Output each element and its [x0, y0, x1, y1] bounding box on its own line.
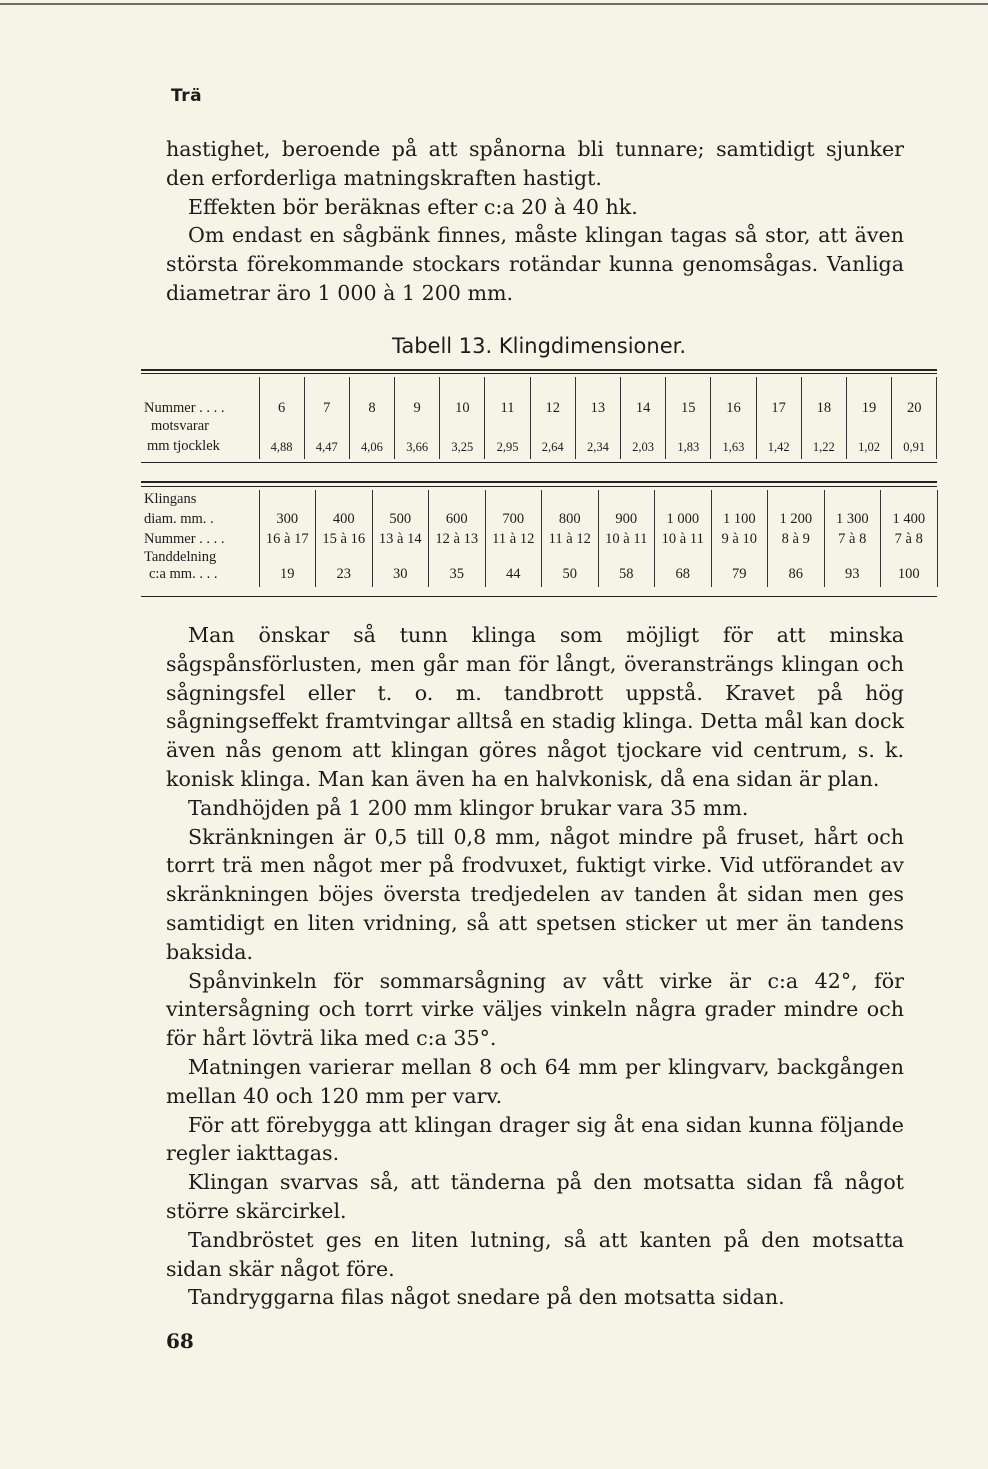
- table-cell: 800: [542, 508, 599, 528]
- table-cell: 6: [259, 377, 304, 417]
- table-cell: 9 à 10: [711, 528, 768, 548]
- table-cell: 300: [259, 508, 316, 528]
- paragraph: Skränkningen är 0,5 till 0,8 mm, något mindre på fruset, hårt och torrt trä men något mer på frodvuxet, fuktigt virke. Vid utförandet av skränkningen böjes översta tredjedelen av tanden åt sidan men ges samtidigt en liten vridning, så att spetsen sticker ut mer än tandens baksida.: [166, 824, 904, 964]
- paragraph: Klingan svarvas så, att tänderna på den motsatta sidan få något större skärcirkel.: [166, 1170, 904, 1223]
- table-cell: 16: [711, 377, 756, 417]
- table-cell: 79: [711, 566, 768, 587]
- table-cell: 1 000: [655, 508, 712, 528]
- table-cell: 1,02: [846, 435, 891, 459]
- table-cell: 23: [316, 566, 373, 587]
- table-rule: [141, 369, 937, 371]
- table-cell: 1 300: [824, 508, 881, 528]
- running-header: Trä: [171, 86, 203, 106]
- table-cell: 16 à 17: [259, 528, 316, 548]
- table-cell: 2,64: [530, 435, 575, 459]
- table-cell: 600: [429, 508, 486, 528]
- table-cell: 2,34: [575, 435, 620, 459]
- table-caption: Tabell 13. Klingdimensioner.: [391, 334, 687, 358]
- table-cell: 8 à 9: [768, 528, 825, 548]
- table-cell: 100: [881, 566, 938, 587]
- table-cell: 15 à 16: [316, 528, 373, 548]
- table-cell: 11: [485, 377, 530, 417]
- paragraph: Om endast en sågbänk finnes, måste klingan tagas så stor, att även största förekommande stockars rotändar kunna genomsågas. Vanliga diametrar äro 1 000 à 1 200 mm.: [166, 223, 904, 305]
- paragraph: Effekten bör beräknas efter c:a 20 à 40 hk.: [188, 194, 638, 219]
- table-cell: 1 100: [711, 508, 768, 528]
- table-cell: 4,06: [349, 435, 394, 459]
- table-cell: 4,88: [259, 435, 304, 459]
- table-cell: 12: [530, 377, 575, 417]
- paragraph: Tandhöjden på 1 200 mm klingor brukar vara 35 mm.: [188, 795, 749, 820]
- table-cell: 500: [372, 508, 429, 528]
- pitch-table: [141, 490, 938, 587]
- paragraph: Spånvinkeln för sommarsågning av vått virke är c:a 42°, för vintersågning och torrt virke väljes vinkeln några grader mindre och för hårt lövträ lika med c:a 35°.: [166, 968, 904, 1051]
- table-cell: 1,42: [756, 435, 801, 459]
- table-cell: 4,47: [304, 435, 349, 459]
- table-cell: 44: [485, 566, 542, 587]
- table-rule: [141, 373, 937, 374]
- row-label-blade: Klingans: [144, 491, 197, 507]
- paragraph: Tandbröstet ges en liten lutning, så att kanten på den motsatta sidan skär något före.: [166, 1227, 904, 1281]
- table-cell: 3,25: [440, 435, 485, 459]
- table-cell: 68: [655, 566, 712, 587]
- row-label-thickness: mm tjocklek: [147, 438, 220, 454]
- table-cell: 10 à 11: [598, 528, 655, 548]
- table-cell: 13: [575, 377, 620, 417]
- table-cell: 1,83: [666, 435, 711, 459]
- table-cell: 30: [372, 566, 429, 587]
- table-cell: 8: [349, 377, 394, 417]
- body-text: [166, 621, 904, 1312]
- table-cell: 0,91: [892, 435, 937, 459]
- table-cell: 1 400: [881, 508, 938, 528]
- table-cell: 35: [429, 566, 486, 587]
- thickness-table: [141, 377, 937, 459]
- row-label-corresponds: motsvarar: [151, 418, 209, 434]
- row-label-pitch-mm: c:a mm. . . .: [149, 566, 218, 582]
- table-cell: 1 200: [768, 508, 825, 528]
- table-cell: 17: [756, 377, 801, 417]
- table-cell: 9: [395, 377, 440, 417]
- table-rule: [141, 481, 937, 483]
- table-cell: 2,03: [621, 435, 666, 459]
- table-cell: 900: [598, 508, 655, 528]
- table-cell: 15: [666, 377, 711, 417]
- row-label-number: Nummer . . . .: [144, 531, 225, 547]
- table-cell: 50: [542, 566, 599, 587]
- table-cell: 20: [892, 377, 937, 417]
- paragraph: Tandryggarna filas något snedare på den motsatta sidan.: [188, 1285, 785, 1310]
- intro-text: [166, 135, 904, 308]
- table-cell: 13 à 14: [372, 528, 429, 548]
- table-cell: 10: [440, 377, 485, 417]
- table-cell: 1,22: [801, 435, 846, 459]
- row-label-number: Nummer . . . .: [144, 400, 225, 416]
- table-cell: 1,63: [711, 435, 756, 459]
- row-label-diameter: diam. mm. .: [144, 511, 214, 527]
- page-number: 68: [166, 1329, 194, 1353]
- paragraph: hastighet, beroende på att spånorna bli tunnare; samtidigt sjunker den erforderliga matningskraften hastigt.: [166, 137, 904, 190]
- table-rule: [141, 486, 937, 487]
- table-cell: 3,66: [395, 435, 440, 459]
- table-cell: 14: [621, 377, 666, 417]
- table-cell: 2,95: [485, 435, 530, 459]
- table-cell: 7 à 8: [824, 528, 881, 548]
- table-cell: 93: [824, 566, 881, 587]
- paragraph: Matningen varierar mellan 8 och 64 mm per klingvarv, backgången mellan 40 och 120 mm per varv.: [166, 1054, 904, 1108]
- table-cell: 10 à 11: [655, 528, 712, 548]
- table-cell: 12 à 13: [429, 528, 486, 548]
- table-cell: 18: [801, 377, 846, 417]
- table-cell: 11 à 12: [485, 528, 542, 548]
- table-cell: 11 à 12: [542, 528, 599, 548]
- paragraph: För att förebygga att klingan drager sig åt ena sidan kunna följande regler iakttagas.: [166, 1112, 904, 1166]
- table-cell: 7 à 8: [881, 528, 938, 548]
- table-rule: [141, 596, 937, 597]
- row-label-pitch: Tanddelning: [144, 549, 217, 565]
- table-cell: 86: [768, 566, 825, 587]
- table-rule: [141, 462, 937, 463]
- table-cell: 700: [485, 508, 542, 528]
- paragraph: Man önskar så tunn klinga som möjligt för att minska sågspånsförlusten, men går man för långt, överansträngs klingan och sågningsfel eller t. o. m. tandbrott uppstå. Kravet på hög sågningseffekt framtvingar alltså en stadig klinga. Detta mål kan dock även nås genom att klingan göres något tjockare vid centrum, s. k. konisk klinga. Man kan även ha en halvkonisk, då ena sidan är plan.: [166, 623, 904, 791]
- table-cell: 7: [304, 377, 349, 417]
- table-cell: 19: [259, 566, 316, 587]
- table-cell: 19: [846, 377, 891, 417]
- table-cell: 400: [316, 508, 373, 528]
- table-cell: 58: [598, 566, 655, 587]
- top-border-line: [0, 3, 988, 5]
